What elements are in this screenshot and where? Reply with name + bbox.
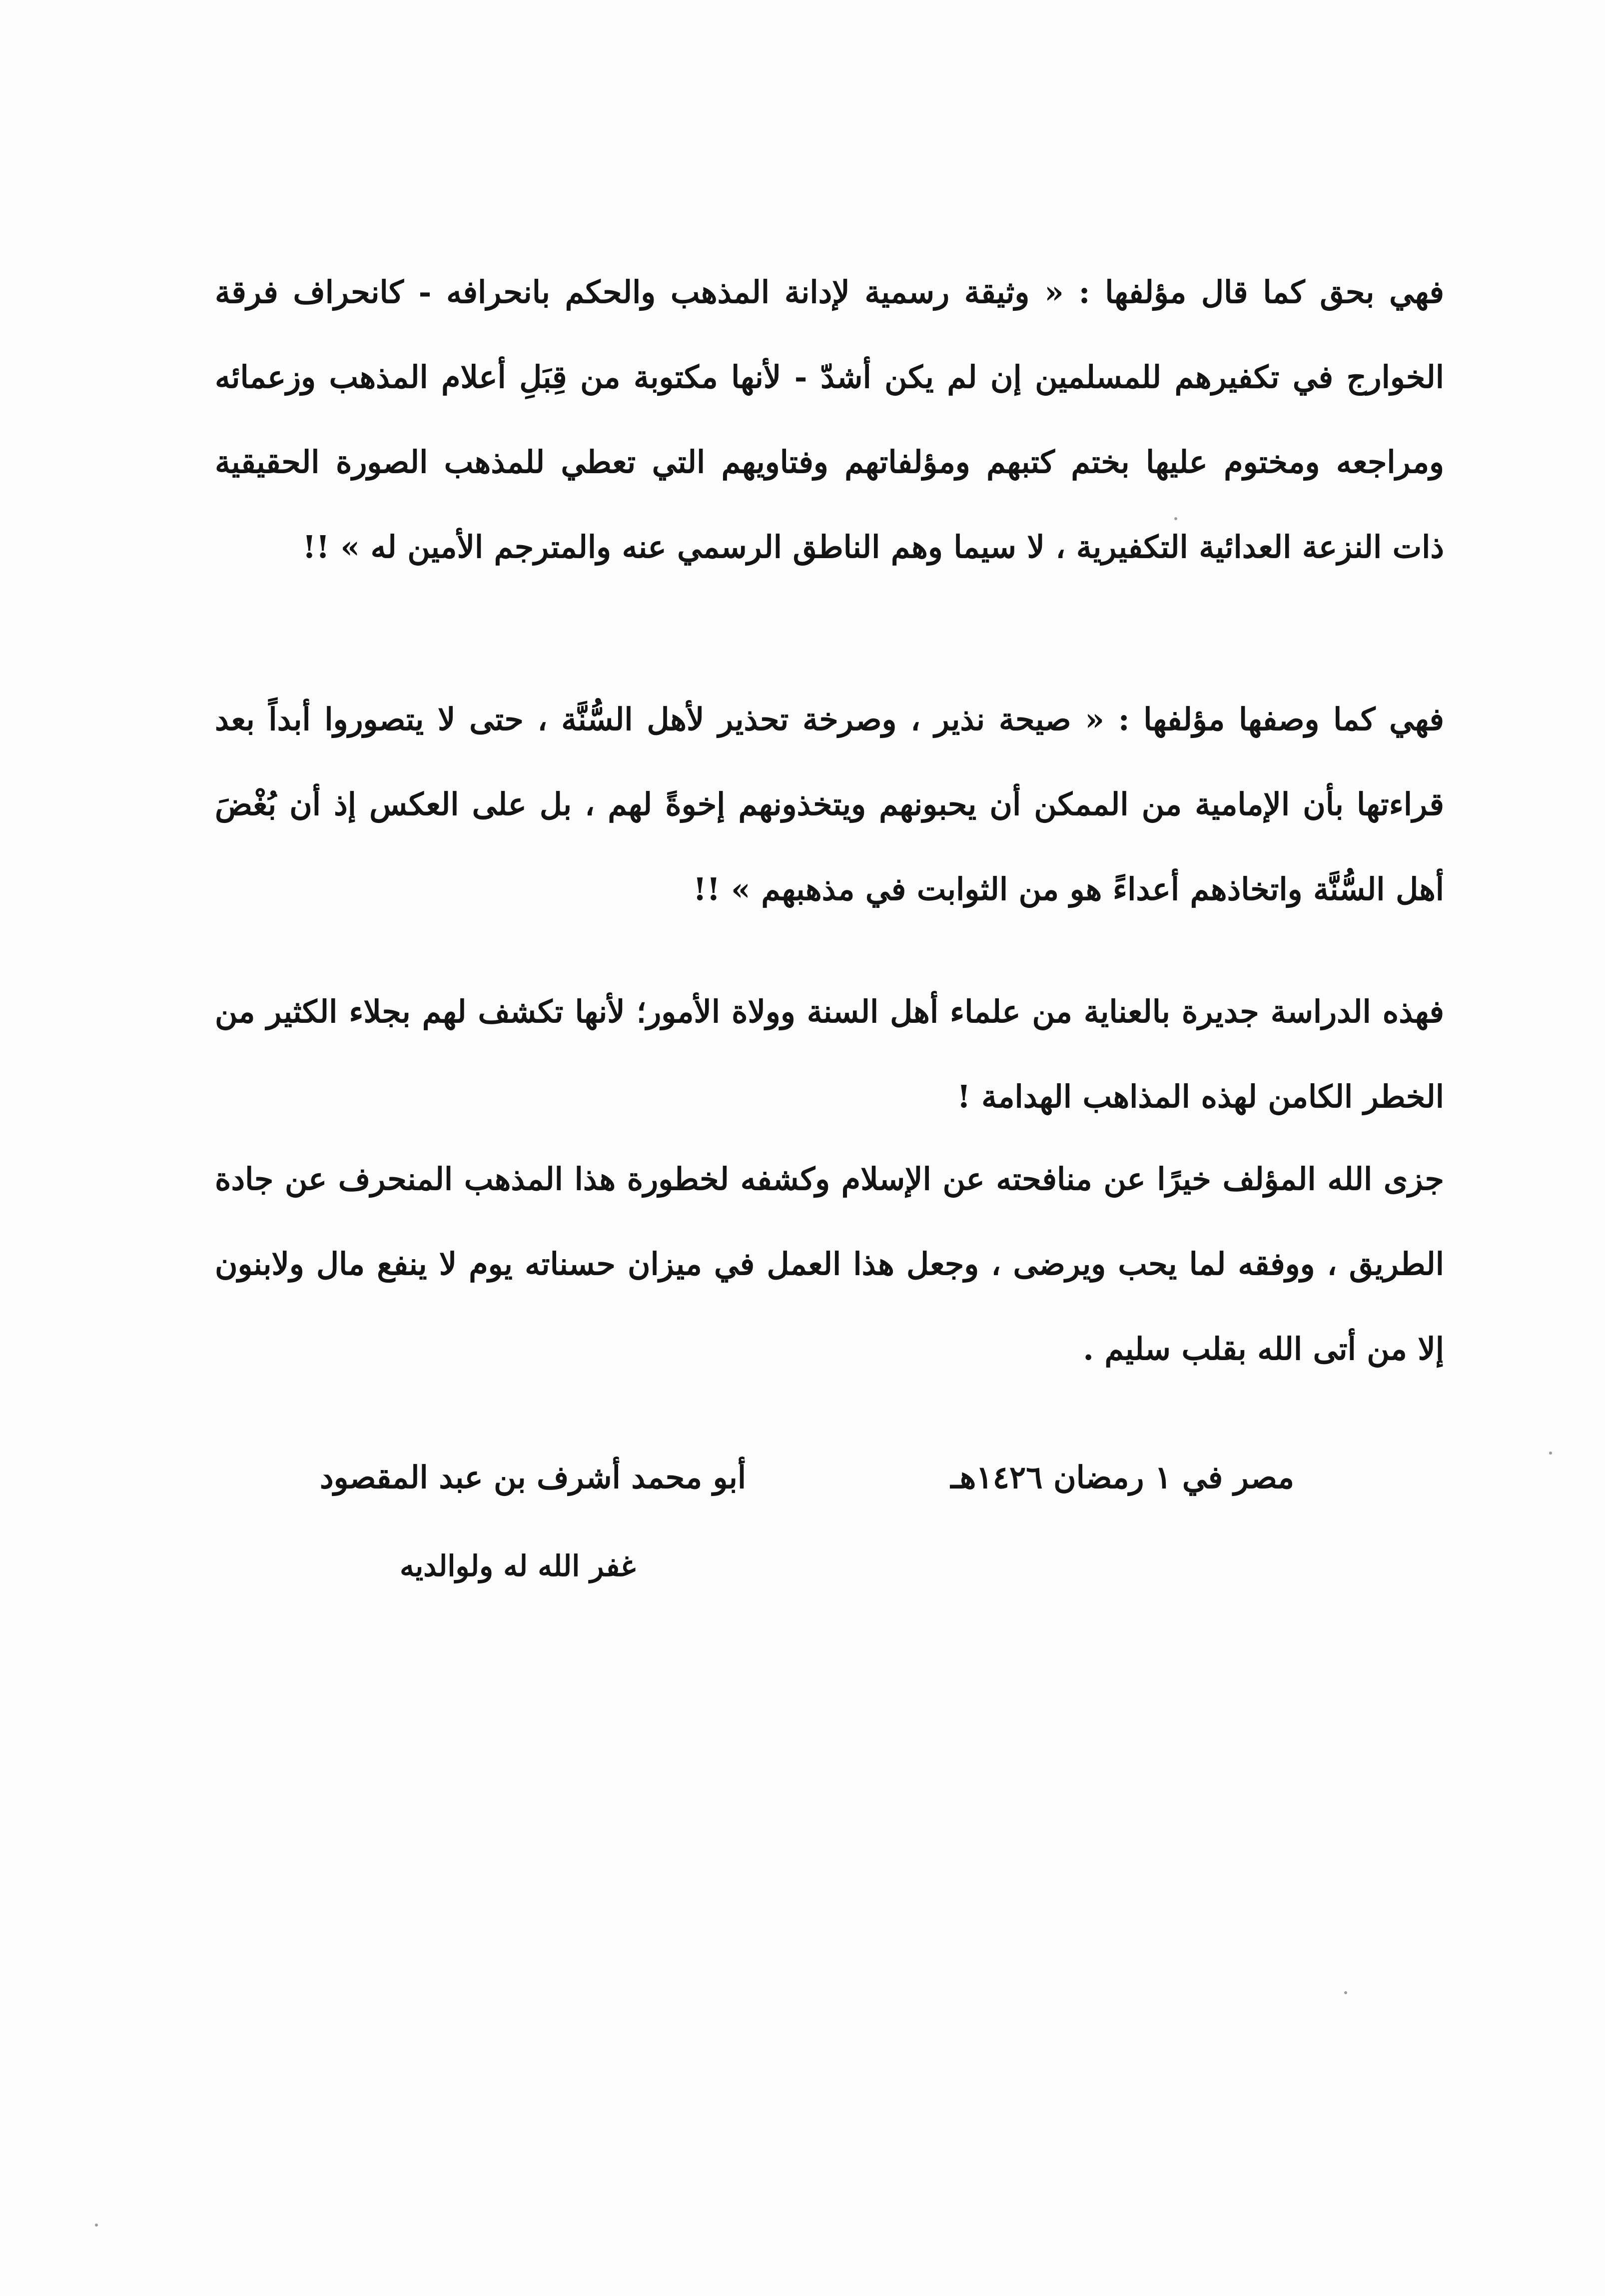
signature-name: أبو محمد أشرف بن عبد المقصود — [320, 1459, 747, 1496]
signature-place-date: مصر في ١ رمضان ١٤٢٦هـ — [950, 1459, 1294, 1496]
scan-speck — [1174, 517, 1177, 520]
paragraph-2: فهي كما وصفها مؤلفها : « صيحة نذير ، وصرخة تحذير لأهل السُّنَّة ، حتى لا يتصوروا أبداً بعد قراءتها بأن الإمامية من الممكن أن يحبونهم ويتخذونهم إخوةً لهم ، بل على العكس إذ أن بُغْضَ أهل السُّنَّة واتخاذهم أعداءً هو من الثوابت في مذهبهم » !! — [215, 701, 1444, 907]
paragraph-1: فهي بحق كما قال مؤلفها : « وثيقة رسمية لإدانة المذهب والحكم بانحرافه - كانحراف فرقة الخوارج في تكفيرهم للمسلمين إن لم يكن أشدّ - لأنها مكتوبة من قِبَلِ أعلام المذهب وزعمائه ومراجعه ومختوم عليها بختم كتبهم ومؤلفاتهم وفتاويهم التي تعطي للمذهب الصورة الحقيقية ذات النزعة العدائية التكفيرية ، لا سيما وهم الناطق الرسمي عنه والمترجم الأمين له » !! — [215, 274, 1444, 565]
paragraph-4: جزى الله المؤلف خيرًا عن منافحته عن الإسلام وكشفه لخطورة هذا المذهب المنحرف عن جادة الطريق ، ووفقه لما يحب ويرضى ، وجعل هذا العمل في ميزان حسناته يوم لا ينفع مال ولابنون إلا من أتى الله بقلب سليم . — [215, 1161, 1444, 1367]
scan-speck — [1344, 1991, 1347, 1994]
scan-speck — [95, 2224, 98, 2227]
paragraph-3: فهذه الدراسة جديرة بالعناية من علماء أهل السنة وولاة الأمور؛ لأنها تكشف لهم بجلاء الكثير من الخطر الكامن لهذه المذاهب الهدامة ! — [215, 993, 1444, 1115]
text-block-1 — [215, 250, 1444, 590]
signature-row — [320, 1459, 1294, 1519]
text-block-4 — [215, 1137, 1444, 1392]
signature-prayer: غفر الله له ولوالديه — [400, 1549, 636, 1583]
text-block-2 — [215, 677, 1444, 932]
scan-speck — [1549, 1452, 1552, 1455]
text-block-3 — [215, 969, 1444, 1139]
